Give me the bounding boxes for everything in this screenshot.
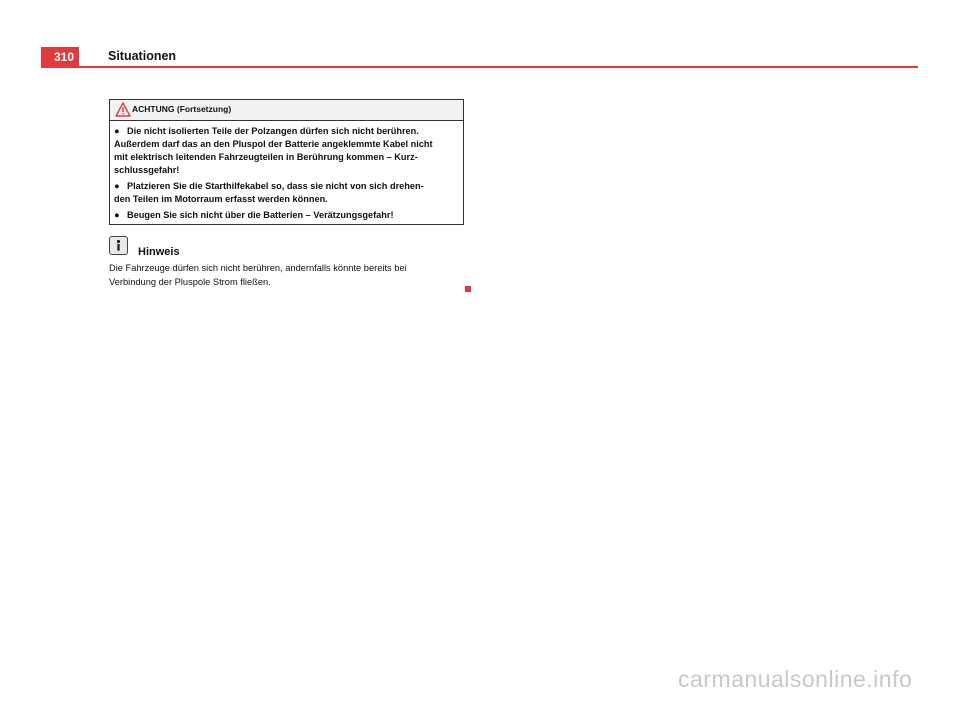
warning-header [110,100,463,121]
page-header [41,47,918,67]
note-line: Die Fahrzeuge dürfen sich nicht berühren, andernfalls könnte bereits bei [109,263,407,273]
bullet: ● [114,181,120,191]
header-divider [41,66,918,68]
section-title: Situationen [108,49,177,63]
warning-item [114,180,458,206]
note-line: Verbindung der Pluspole Strom fließen. [109,276,271,287]
warning-line: den Teilen im Motorraum erfasst werden können. [114,194,328,204]
bullet: ● [114,126,120,136]
section-end-marker [465,286,471,292]
warning-item [114,125,458,177]
warning-line: schlussgefahr! [114,165,180,175]
warning-line: Die nicht isolierten Teile der Polzangen dürfen sich nicht berühren. [127,126,419,136]
warning-triangle-icon [115,102,131,117]
page-number: 310 [41,47,79,66]
warning-line: Platzieren Sie die Starthilfekabel so, dass sie nicht von sich drehen- [127,181,424,191]
warning-box [109,99,464,225]
note-title: Hinweis [138,246,180,258]
warning-line: mit elektrisch leitenden Fahrzeugteilen in Berührung kommen – Kurz- [114,152,418,162]
warning-item [114,209,458,222]
warning-body [110,121,463,222]
note-text [109,262,464,289]
bullet: ● [114,210,120,220]
warning-title: ACHTUNG (Fortsetzung) [132,104,232,114]
watermark: carmanualsonline.info [678,666,913,692]
info-icon [109,236,128,255]
warning-line: Beugen Sie sich nicht über die Batterien – Verätzungsgefahr! [127,210,394,220]
warning-line: Außerdem darf das an den Pluspol der Batterie angeklemmte Kabel nicht [114,139,433,149]
